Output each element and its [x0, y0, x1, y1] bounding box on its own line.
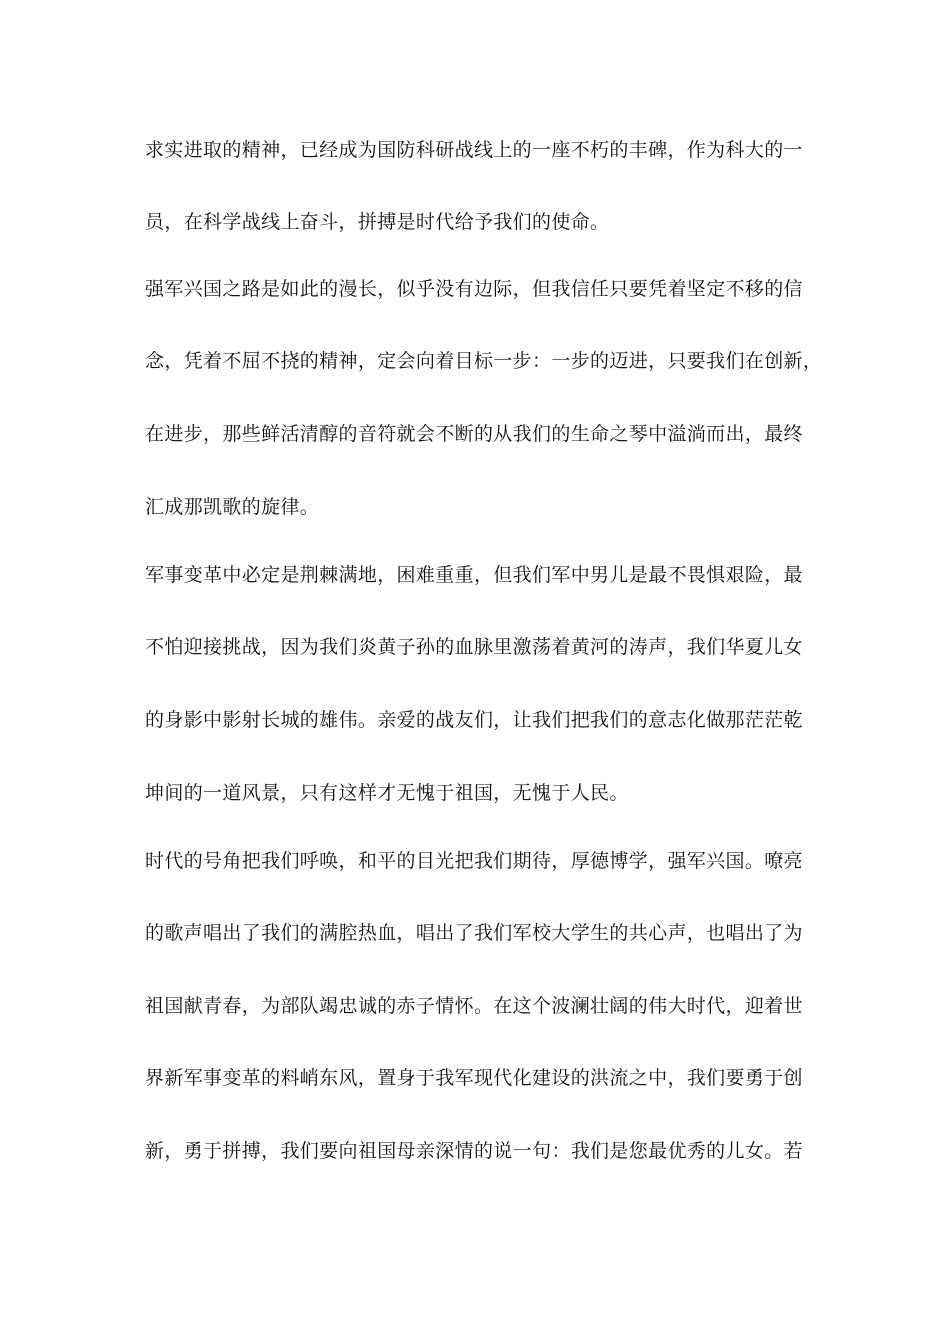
text-line: 不怕迎接挑战，因为我们炎黄子孙的血脉里激荡着黄河的涛声，我们华夏儿女 — [145, 636, 803, 658]
text-line: 在进步，那些鲜活清醇的音符就会不断的从我们的生命之琴中溢淌而出，最终 — [145, 423, 803, 445]
text-line: 新，勇于拼搏，我们要向祖国母亲深情的说一句：我们是您最优秀的儿女。若 — [145, 1140, 803, 1162]
text-line: 坤间的一道风景，只有这样才无愧于祖国，无愧于人民。 — [145, 782, 629, 804]
text-line: 祖国献青春，为部队竭忠诚的赤子情怀。在这个波澜壮阔的伟大时代，迎着世 — [145, 995, 803, 1017]
text-line: 强军兴国之路是如此的漫长，似乎没有边际，但我信任只要凭着坚定不移的信 — [145, 278, 803, 300]
text-line: 汇成那凯歌的旋律。 — [145, 496, 320, 518]
text-line: 员，在科学战线上奋斗，拼搏是时代给予我们的使命。 — [145, 211, 610, 233]
text-line: 的身影中影射长城的雄伟。亲爱的战友们，让我们把我们的意志化做那茫茫乾 — [145, 709, 803, 731]
text-line: 界新军事变革的料峭东风，置身于我军现代化建设的洪流之中，我们要勇于创 — [145, 1067, 803, 1089]
text-line: 求实进取的精神，已经成为国防科研战线上的一座不朽的丰碑，作为科大的一 — [145, 139, 803, 161]
text-line: 军事变革中必定是荆棘满地，困难重重，但我们军中男儿是最不畏惧艰险，最 — [145, 564, 803, 586]
text-line: 的歌声唱出了我们的满腔热血，唱出了我们军校大学生的共心声，也唱出了为 — [145, 922, 803, 944]
text-line: 时代的号角把我们呼唤，和平的目光把我们期待，厚德博学，强军兴国。嘹亮 — [145, 850, 803, 872]
text-line: 念，凭着不屈不挠的精神，定会向着目标一步：一步的迈进，只要我们在创新， — [145, 350, 823, 372]
